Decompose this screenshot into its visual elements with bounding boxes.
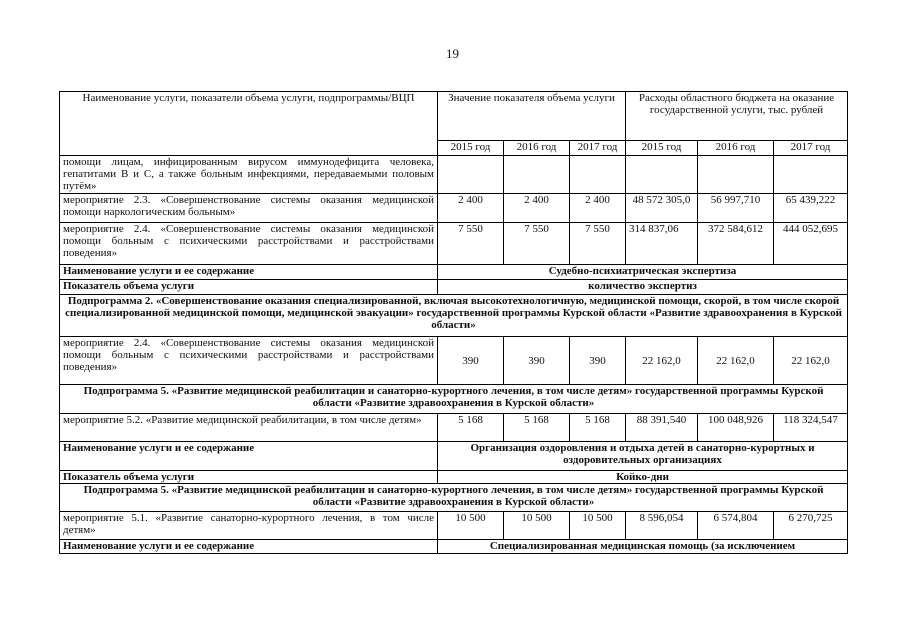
- expense-2016-cell: 6 574,804: [698, 512, 774, 540]
- expense-2017-cell: 118 324,547: [774, 414, 848, 442]
- empty-cell: [570, 156, 626, 194]
- volume-2015-cell: 5 168: [438, 414, 504, 442]
- service-label-cell: Наименование услуги и ее содержание: [60, 265, 438, 280]
- volume-2015-cell: 390: [438, 337, 504, 385]
- year-cell: 2016 год: [698, 141, 774, 156]
- volume-2017-cell: 10 500: [570, 512, 626, 540]
- empty-cell: [626, 156, 698, 194]
- volume-2016-cell: 390: [504, 337, 570, 385]
- table-row: [60, 471, 848, 484]
- volume-2017-cell: 2 400: [570, 194, 626, 223]
- table-row: [60, 265, 848, 280]
- expense-2015-cell: 48 572 305,0: [626, 194, 698, 223]
- volume-2016-cell: 10 500: [504, 512, 570, 540]
- table-row: [60, 540, 848, 554]
- row-name-cell: мероприятие 5.2. «Развитие медицинской реабилитации, в том числе детям»: [60, 414, 438, 442]
- service-value-cell: Специализированная медицинская помощь (за исключением: [438, 540, 848, 554]
- expense-2016-cell: 22 162,0: [698, 337, 774, 385]
- volume-2016-cell: 2 400: [504, 194, 570, 223]
- year-cell: 2017 год: [774, 141, 848, 156]
- subprogram-heading: Подпрограмма 2. «Совершенствование оказания специализированной, включая высокотехнологичную, медицинской помощи, скорой, в том числе скорой специализированной медицинской помощи, медицинской эвакуации» государственной программы Курской области «Развитие здравоохранения в Курской области»: [60, 295, 848, 337]
- table-row: [60, 194, 848, 223]
- empty-cell: [774, 156, 848, 194]
- table-row: [60, 442, 848, 471]
- volume-2015-cell: 10 500: [438, 512, 504, 540]
- service-value-cell: Организация оздоровления и отдыха детей в санаторно-курортных и оздоровительных организациях: [438, 442, 848, 471]
- empty-cell: [698, 156, 774, 194]
- table-row: [60, 280, 848, 295]
- year-cell: 2015 год: [626, 141, 698, 156]
- expense-2017-cell: 6 270,725: [774, 512, 848, 540]
- header-volume-cell: Значение показателя объема услуги: [438, 92, 626, 141]
- volume-2016-cell: 7 550: [504, 223, 570, 265]
- header-expenses-cell: Расходы областного бюджета на оказание государственной услуги, тыс. рублей: [626, 92, 848, 141]
- empty-cell: [504, 156, 570, 194]
- empty-cell: [438, 156, 504, 194]
- expense-2015-cell: 88 391,540: [626, 414, 698, 442]
- expense-2017-cell: 444 052,695: [774, 223, 848, 265]
- indicator-value-cell: количество экспертиз: [438, 280, 848, 295]
- subprogram-row: [60, 295, 848, 337]
- services-table: [59, 91, 848, 554]
- expense-2015-cell: 314 837,06: [626, 223, 698, 265]
- expense-2017-cell: 22 162,0: [774, 337, 848, 385]
- expense-2015-cell: 8 596,054: [626, 512, 698, 540]
- volume-2017-cell: 390: [570, 337, 626, 385]
- page-number: 19: [446, 46, 459, 61]
- indicator-label-cell: Показатель объема услуги: [60, 280, 438, 295]
- subprogram-row: [60, 484, 848, 512]
- row-name-cell: мероприятие 2.4. «Совершенствование системы оказания медицинской помощи больным с психическими расстройствами и расстройствами поведения»: [60, 223, 438, 265]
- subprogram-row: [60, 385, 848, 414]
- header-row: [60, 92, 848, 141]
- volume-2017-cell: 7 550: [570, 223, 626, 265]
- service-label-cell: Наименование услуги и ее содержание: [60, 442, 438, 471]
- expense-2017-cell: 65 439,222: [774, 194, 848, 223]
- expense-2016-cell: 100 048,926: [698, 414, 774, 442]
- subprogram-heading: Подпрограмма 5. «Развитие медицинской реабилитации и санаторно-курортного лечения, в том числе детям» государственной программы Курской области «Развитие здравоохранения в Курской области»: [60, 484, 848, 512]
- table-row: [60, 156, 848, 194]
- row-name-cell: мероприятие 2.4. «Совершенствование системы оказания медицинской помощи больным с психическими расстройствами и расстройствами поведения»: [60, 337, 438, 385]
- volume-2015-cell: 2 400: [438, 194, 504, 223]
- year-cell: 2016 год: [504, 141, 570, 156]
- year-cell: 2015 год: [438, 141, 504, 156]
- service-value-cell: Судебно-психиатрическая экспертиза: [438, 265, 848, 280]
- volume-2017-cell: 5 168: [570, 414, 626, 442]
- table-row: [60, 223, 848, 265]
- indicator-label-cell: Показатель объема услуги: [60, 471, 438, 484]
- year-cell: 2017 год: [570, 141, 626, 156]
- row-name-cell: мероприятие 2.3. «Совершенствование системы оказания медицинской помощи наркологическим больным»: [60, 194, 438, 223]
- expense-2016-cell: 372 584,612: [698, 223, 774, 265]
- header-name-cell: Наименование услуги, показатели объема услуги, подпрограммы/ВЦП: [60, 92, 438, 156]
- table-row: [60, 337, 848, 385]
- row-name-cell: помощи лицам, инфицированным вирусом иммунодефицита человека, гепатитами В и С, а также больным инфекциями, передаваемыми половым путём»: [60, 156, 438, 194]
- table-row: [60, 512, 848, 540]
- expense-2015-cell: 22 162,0: [626, 337, 698, 385]
- volume-2015-cell: 7 550: [438, 223, 504, 265]
- expense-2016-cell: 56 997,710: [698, 194, 774, 223]
- indicator-value-cell: Койко-дни: [438, 471, 848, 484]
- row-name-cell: мероприятие 5.1. «Развитие санаторно-курортного лечения, в том числе детям»: [60, 512, 438, 540]
- volume-2016-cell: 5 168: [504, 414, 570, 442]
- subprogram-heading: Подпрограмма 5. «Развитие медицинской реабилитации и санаторно-курортного лечения, в том числе детям» государственной программы Курской области «Развитие здравоохранения в Курской области»: [60, 385, 848, 414]
- table-row: [60, 414, 848, 442]
- service-label-cell: Наименование услуги и ее содержание: [60, 540, 438, 554]
